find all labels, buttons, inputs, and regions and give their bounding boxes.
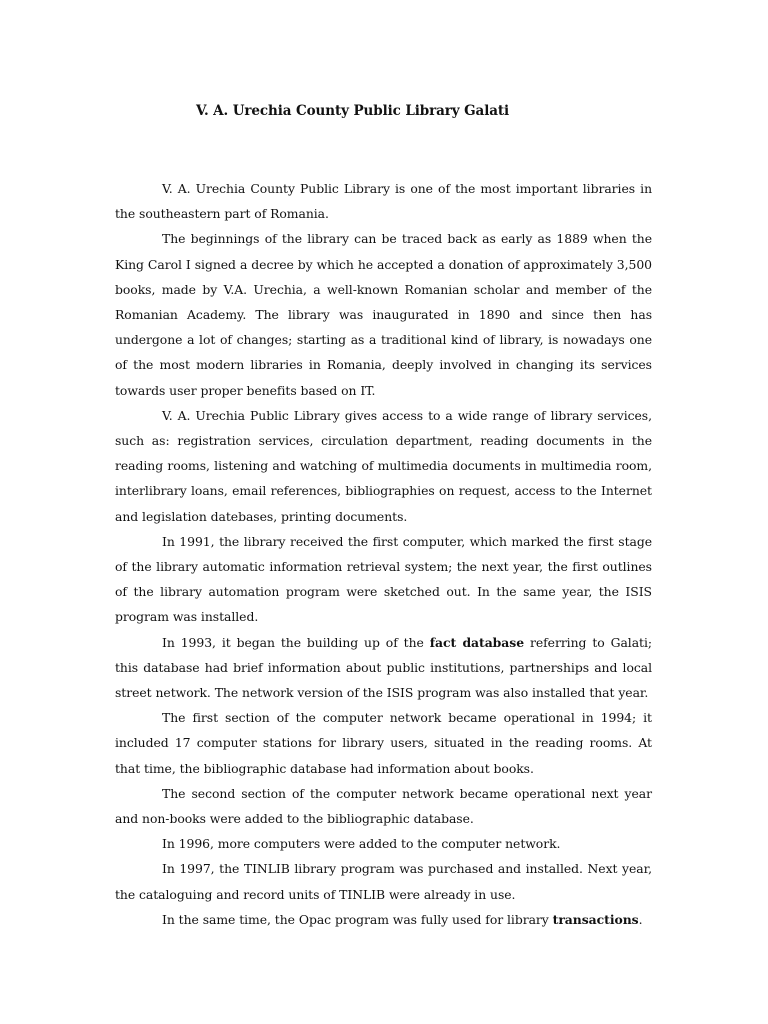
- text-segment: In 1991, the library received the first computer, which marked the first stage of the library automatic information retrieval system; the next year, the first outlines of the library automation program were sketched out. In the same year, the ISIS program was installed.: [115, 533, 652, 625]
- bold-phrase: transactions: [552, 911, 639, 927]
- paragraph: [115, 781, 652, 831]
- paragraph: [115, 856, 652, 906]
- bold-phrase: fact database: [429, 634, 525, 650]
- paragraph: [115, 176, 652, 226]
- paragraph: [115, 907, 652, 932]
- document-body: [115, 176, 652, 932]
- paragraph: [115, 529, 652, 630]
- paragraph: [115, 630, 652, 706]
- text-segment: In 1997, the TINLIB library program was purchased and installed. Next year, the cataloguing and record units of TINLIB were already in use.: [115, 861, 652, 902]
- text-segment: V. A. Urechia County Public Library is one of the most important libraries in the southeastern part of Romania.: [115, 181, 652, 222]
- text-segment: The second section of the computer network became operational next year and non-books were added to the bibliographic database.: [115, 785, 652, 827]
- text-segment: V. A. Urechia Public Library gives access to a wide range of library services, such as: registration services, circulation department, reading documents in the reading rooms, listening and watching of multimedia documents in multimedia room, interlibrary loans, email references, bibliographies on request, access to the Internet and legislation datebases, printing documents.: [115, 407, 652, 524]
- text-segment: In 1993, it began the building up of the: [162, 634, 430, 650]
- document-title: V. A. Urechia County Public Library Galati: [195, 103, 510, 119]
- paragraph: [115, 403, 652, 529]
- paragraph: [115, 831, 652, 856]
- text-segment: The first section of the computer network became operational in 1994; it included 17 computer stations for library users, situated in the reading rooms. At that time, the bibliographic database had information about books.: [115, 710, 652, 776]
- text-segment: In 1996, more computers were added to the computer network.: [162, 836, 561, 852]
- paragraph: [115, 226, 652, 402]
- text-segment: In the same time, the Opac program was fully used for library: [162, 911, 553, 927]
- text-segment: referring to Galati; this database had brief information about public institutions, partnerships and local street network. The network version of the ISIS program was also installed that year.: [115, 634, 652, 701]
- paragraph: [115, 705, 652, 781]
- text-segment: .: [638, 911, 643, 927]
- text-segment: The beginnings of the library can be traced back as early as 1889 when the King Carol I signed a decree by which he accepted a donation of approximately 3,500 books, made by V.A. Urechia, a well-known Romanian scholar and member of the Romanian Academy. The library was inaugurated in 1890 and since then has undergone a lot of changes; starting as a traditional kind of library, is nowadays one of the most modern libraries in Romania, deeply involved in changing its services towards user proper benefits based on IT.: [115, 231, 652, 398]
